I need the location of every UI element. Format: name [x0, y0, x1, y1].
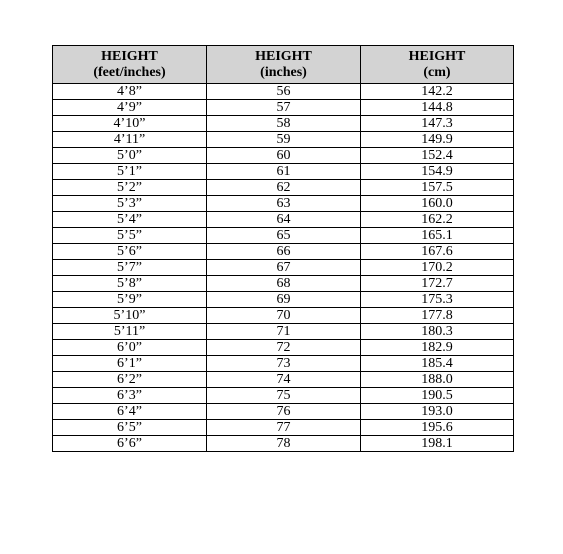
cell-inches: 57	[207, 100, 361, 116]
cell-cm: 185.4	[361, 356, 514, 372]
table-row	[53, 276, 514, 292]
cell-cm: 167.6	[361, 244, 514, 260]
cell-feet-inches: 6’2”	[53, 372, 207, 388]
table-row	[53, 116, 514, 132]
cell-feet-inches: 6’3”	[53, 388, 207, 404]
table-header	[53, 46, 514, 84]
cell-feet-inches: 6’4”	[53, 404, 207, 420]
table-row	[53, 228, 514, 244]
cell-inches: 71	[207, 324, 361, 340]
table-row	[53, 324, 514, 340]
header-unit: (cm)	[423, 64, 451, 80]
table-row	[53, 180, 514, 196]
table-row	[53, 292, 514, 308]
cell-inches: 72	[207, 340, 361, 356]
cell-inches: 65	[207, 228, 361, 244]
cell-inches: 78	[207, 436, 361, 452]
cell-inches: 74	[207, 372, 361, 388]
header-unit: (feet/inches)	[93, 64, 166, 80]
table-body	[53, 84, 514, 452]
cell-inches: 68	[207, 276, 361, 292]
table-row	[53, 260, 514, 276]
cell-cm: 172.7	[361, 276, 514, 292]
cell-cm: 152.4	[361, 148, 514, 164]
cell-feet-inches: 5’1”	[53, 164, 207, 180]
table-row	[53, 84, 514, 100]
cell-inches: 73	[207, 356, 361, 372]
cell-cm: 142.2	[361, 84, 514, 100]
cell-feet-inches: 5’2”	[53, 180, 207, 196]
table-row	[53, 212, 514, 228]
cell-cm: 162.2	[361, 212, 514, 228]
cell-feet-inches: 5’9”	[53, 292, 207, 308]
height-conversion-table-container	[52, 45, 513, 452]
cell-cm: 177.8	[361, 308, 514, 324]
cell-inches: 77	[207, 420, 361, 436]
cell-inches: 70	[207, 308, 361, 324]
cell-cm: 149.9	[361, 132, 514, 148]
header-row	[53, 46, 514, 84]
cell-feet-inches: 5’7”	[53, 260, 207, 276]
height-conversion-table	[52, 45, 514, 452]
cell-feet-inches: 5’6”	[53, 244, 207, 260]
cell-feet-inches: 4’8”	[53, 84, 207, 100]
cell-inches: 61	[207, 164, 361, 180]
cell-inches: 66	[207, 244, 361, 260]
table-row	[53, 436, 514, 452]
header-unit: (inches)	[260, 64, 307, 80]
table-row	[53, 340, 514, 356]
cell-cm: 160.0	[361, 196, 514, 212]
cell-inches: 69	[207, 292, 361, 308]
cell-inches: 63	[207, 196, 361, 212]
cell-feet-inches: 5’11”	[53, 324, 207, 340]
cell-feet-inches: 5’10”	[53, 308, 207, 324]
cell-feet-inches: 6’0”	[53, 340, 207, 356]
cell-feet-inches: 6’6”	[53, 436, 207, 452]
header-cm	[361, 46, 514, 84]
cell-cm: 157.5	[361, 180, 514, 196]
header-feet-inches	[53, 46, 207, 84]
table-row	[53, 404, 514, 420]
cell-cm: 147.3	[361, 116, 514, 132]
cell-cm: 165.1	[361, 228, 514, 244]
cell-feet-inches: 5’0”	[53, 148, 207, 164]
cell-cm: 193.0	[361, 404, 514, 420]
cell-feet-inches: 4’9”	[53, 100, 207, 116]
cell-cm: 170.2	[361, 260, 514, 276]
table-row	[53, 420, 514, 436]
cell-feet-inches: 4’10”	[53, 116, 207, 132]
cell-cm: 175.3	[361, 292, 514, 308]
cell-inches: 64	[207, 212, 361, 228]
cell-feet-inches: 5’5”	[53, 228, 207, 244]
table-row	[53, 100, 514, 116]
header-inches	[207, 46, 361, 84]
table-row	[53, 308, 514, 324]
cell-inches: 59	[207, 132, 361, 148]
table-row	[53, 372, 514, 388]
cell-cm: 190.5	[361, 388, 514, 404]
table-row	[53, 196, 514, 212]
table-row	[53, 148, 514, 164]
cell-feet-inches: 5’3”	[53, 196, 207, 212]
header-title: HEIGHT	[101, 48, 158, 64]
cell-inches: 67	[207, 260, 361, 276]
table-row	[53, 164, 514, 180]
cell-inches: 62	[207, 180, 361, 196]
cell-inches: 58	[207, 116, 361, 132]
table-row	[53, 244, 514, 260]
cell-feet-inches: 6’5”	[53, 420, 207, 436]
cell-cm: 154.9	[361, 164, 514, 180]
cell-feet-inches: 4’11”	[53, 132, 207, 148]
cell-inches: 76	[207, 404, 361, 420]
cell-cm: 195.6	[361, 420, 514, 436]
header-title: HEIGHT	[255, 48, 312, 64]
cell-cm: 188.0	[361, 372, 514, 388]
cell-cm: 182.9	[361, 340, 514, 356]
cell-inches: 60	[207, 148, 361, 164]
cell-cm: 198.1	[361, 436, 514, 452]
cell-cm: 180.3	[361, 324, 514, 340]
table-row	[53, 132, 514, 148]
cell-inches: 75	[207, 388, 361, 404]
header-title: HEIGHT	[408, 48, 466, 64]
cell-inches: 56	[207, 84, 361, 100]
cell-feet-inches: 5’8”	[53, 276, 207, 292]
table-row	[53, 356, 514, 372]
cell-cm: 144.8	[361, 100, 514, 116]
cell-feet-inches: 5’4”	[53, 212, 207, 228]
table-row	[53, 388, 514, 404]
cell-feet-inches: 6’1”	[53, 356, 207, 372]
